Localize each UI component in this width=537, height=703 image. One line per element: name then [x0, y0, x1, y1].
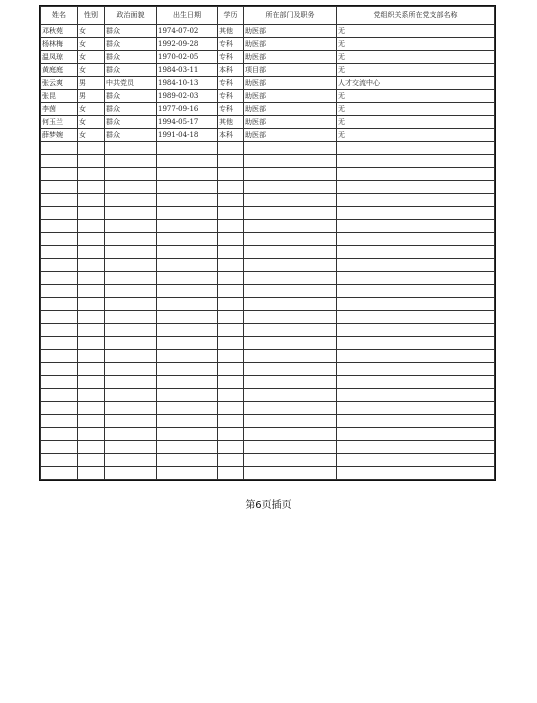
cell-name [41, 402, 78, 415]
cell-education [218, 259, 244, 272]
cell-name [41, 259, 78, 272]
cell-department [244, 220, 337, 233]
cell-party-branch: 无 [337, 38, 495, 51]
cell-political-status: 群众 [105, 51, 157, 64]
cell-education: 专科 [218, 38, 244, 51]
cell-education [218, 415, 244, 428]
cell-department [244, 389, 337, 402]
cell-birth-date [157, 415, 218, 428]
empty-table-row [41, 246, 495, 259]
cell-department [244, 311, 337, 324]
cell-party-branch [337, 142, 495, 155]
cell-party-branch: 无 [337, 25, 495, 38]
cell-party-branch [337, 428, 495, 441]
empty-table-row [41, 142, 495, 155]
cell-department [244, 402, 337, 415]
cell-political-status [105, 168, 157, 181]
header-education: 学历 [218, 7, 244, 25]
cell-political-status [105, 415, 157, 428]
cell-department: 助医部 [244, 77, 337, 90]
cell-political-status: 群众 [105, 38, 157, 51]
cell-birth-date: 1974-07-02 [157, 25, 218, 38]
empty-table-row [41, 259, 495, 272]
cell-party-branch [337, 389, 495, 402]
cell-political-status [105, 220, 157, 233]
cell-name [41, 337, 78, 350]
cell-party-branch [337, 454, 495, 467]
cell-party-branch [337, 194, 495, 207]
cell-education [218, 220, 244, 233]
cell-political-status [105, 246, 157, 259]
cell-birth-date [157, 324, 218, 337]
table-body [41, 25, 495, 480]
cell-party-branch [337, 350, 495, 363]
cell-political-status [105, 350, 157, 363]
cell-birth-date [157, 337, 218, 350]
cell-party-branch [337, 311, 495, 324]
empty-table-row [41, 220, 495, 233]
cell-sex [78, 246, 105, 259]
cell-education [218, 324, 244, 337]
cell-education [218, 350, 244, 363]
cell-sex [78, 155, 105, 168]
cell-party-branch: 无 [337, 90, 495, 103]
cell-sex: 女 [78, 51, 105, 64]
cell-name [41, 350, 78, 363]
cell-sex [78, 194, 105, 207]
cell-education [218, 454, 244, 467]
cell-birth-date: 1992-09-28 [157, 38, 218, 51]
cell-birth-date [157, 168, 218, 181]
cell-sex [78, 324, 105, 337]
cell-department [244, 272, 337, 285]
cell-party-branch: 无 [337, 116, 495, 129]
cell-department [244, 246, 337, 259]
cell-sex: 男 [78, 77, 105, 90]
cell-political-status: 群众 [105, 103, 157, 116]
cell-department: 助医部 [244, 116, 337, 129]
cell-sex: 女 [78, 129, 105, 142]
cell-department [244, 324, 337, 337]
cell-party-branch: 人才交流中心 [337, 77, 495, 90]
page-caption: 第6页插页 [245, 500, 292, 511]
empty-table-row [41, 194, 495, 207]
cell-sex [78, 311, 105, 324]
cell-party-branch [337, 415, 495, 428]
cell-birth-date [157, 142, 218, 155]
cell-political-status [105, 311, 157, 324]
cell-department: 助医部 [244, 103, 337, 116]
cell-party-branch [337, 233, 495, 246]
cell-sex: 女 [78, 38, 105, 51]
empty-table-row [41, 402, 495, 415]
cell-department [244, 168, 337, 181]
cell-sex [78, 220, 105, 233]
cell-department: 项目部 [244, 64, 337, 77]
cell-birth-date [157, 376, 218, 389]
cell-sex [78, 272, 105, 285]
header-department: 所在部门及职务 [244, 7, 337, 25]
cell-name [41, 155, 78, 168]
cell-department [244, 376, 337, 389]
cell-education [218, 142, 244, 155]
empty-table-row [41, 428, 495, 441]
cell-department [244, 298, 337, 311]
cell-sex [78, 181, 105, 194]
header-political-status: 政治面貌 [105, 7, 157, 25]
cell-political-status [105, 428, 157, 441]
cell-sex: 女 [78, 103, 105, 116]
cell-education [218, 441, 244, 454]
empty-table-row [41, 441, 495, 454]
cell-education: 专科 [218, 90, 244, 103]
cell-birth-date [157, 155, 218, 168]
header-sex: 性别 [78, 7, 105, 25]
cell-sex [78, 285, 105, 298]
cell-party-branch [337, 181, 495, 194]
cell-education: 专科 [218, 51, 244, 64]
cell-department [244, 181, 337, 194]
empty-table-row [41, 298, 495, 311]
cell-name: 邓秋苑 [41, 25, 78, 38]
cell-birth-date [157, 454, 218, 467]
cell-political-status [105, 181, 157, 194]
cell-sex [78, 415, 105, 428]
cell-birth-date: 1977-09-16 [157, 103, 218, 116]
cell-education [218, 155, 244, 168]
cell-political-status [105, 285, 157, 298]
cell-birth-date [157, 285, 218, 298]
empty-table-row [41, 363, 495, 376]
cell-name: 李茵 [41, 103, 78, 116]
cell-political-status [105, 207, 157, 220]
cell-birth-date [157, 194, 218, 207]
empty-table-row [41, 376, 495, 389]
cell-party-branch: 无 [337, 51, 495, 64]
cell-department: 助医部 [244, 25, 337, 38]
cell-party-branch: 无 [337, 103, 495, 116]
empty-table-row [41, 311, 495, 324]
cell-education [218, 272, 244, 285]
cell-sex: 女 [78, 25, 105, 38]
cell-name [41, 324, 78, 337]
cell-political-status [105, 389, 157, 402]
cell-name: 温凤琼 [41, 51, 78, 64]
cell-sex [78, 207, 105, 220]
cell-political-status: 中共党员 [105, 77, 157, 90]
cell-sex [78, 142, 105, 155]
cell-political-status [105, 324, 157, 337]
cell-sex [78, 402, 105, 415]
cell-birth-date [157, 350, 218, 363]
cell-education [218, 467, 244, 480]
cell-birth-date [157, 441, 218, 454]
header-birth-date: 出生日期 [157, 7, 218, 25]
table-row [41, 90, 495, 103]
cell-education [218, 402, 244, 415]
cell-department [244, 142, 337, 155]
cell-department [244, 194, 337, 207]
cell-birth-date [157, 233, 218, 246]
cell-sex: 女 [78, 116, 105, 129]
cell-department: 助医部 [244, 38, 337, 51]
cell-education: 专科 [218, 77, 244, 90]
empty-table-row [41, 168, 495, 181]
table-row [41, 51, 495, 64]
cell-department [244, 155, 337, 168]
cell-party-branch [337, 285, 495, 298]
empty-table-row [41, 389, 495, 402]
empty-table-row [41, 415, 495, 428]
table-row [41, 64, 495, 77]
cell-sex [78, 454, 105, 467]
cell-political-status: 群众 [105, 129, 157, 142]
cell-sex [78, 233, 105, 246]
cell-party-branch [337, 441, 495, 454]
cell-birth-date [157, 259, 218, 272]
empty-table-row [41, 350, 495, 363]
cell-sex [78, 350, 105, 363]
cell-birth-date [157, 467, 218, 480]
cell-political-status [105, 233, 157, 246]
cell-education: 本科 [218, 129, 244, 142]
cell-sex [78, 376, 105, 389]
cell-party-branch [337, 155, 495, 168]
cell-education [218, 168, 244, 181]
cell-education [218, 376, 244, 389]
cell-department: 助医部 [244, 129, 337, 142]
cell-party-branch [337, 467, 495, 480]
cell-political-status [105, 363, 157, 376]
cell-department [244, 259, 337, 272]
cell-department: 助医部 [244, 90, 337, 103]
empty-table-row [41, 155, 495, 168]
empty-table-row [41, 337, 495, 350]
cell-sex [78, 168, 105, 181]
cell-political-status [105, 467, 157, 480]
table-row [41, 129, 495, 142]
cell-name [41, 220, 78, 233]
cell-department [244, 233, 337, 246]
cell-name: 薛梦婉 [41, 129, 78, 142]
cell-political-status: 群众 [105, 25, 157, 38]
cell-name [41, 389, 78, 402]
table-row [41, 103, 495, 116]
cell-name [41, 441, 78, 454]
cell-party-branch: 无 [337, 64, 495, 77]
cell-sex: 女 [78, 64, 105, 77]
cell-name [41, 181, 78, 194]
cell-education [218, 389, 244, 402]
cell-education [218, 285, 244, 298]
cell-political-status: 群众 [105, 90, 157, 103]
cell-education [218, 337, 244, 350]
cell-party-branch [337, 324, 495, 337]
empty-table-row [41, 272, 495, 285]
cell-name [41, 168, 78, 181]
cell-political-status: 群众 [105, 116, 157, 129]
cell-department [244, 363, 337, 376]
empty-table-row [41, 467, 495, 480]
cell-sex [78, 428, 105, 441]
cell-party-branch: 无 [337, 129, 495, 142]
table-row [41, 38, 495, 51]
personnel-table-sheet [39, 5, 496, 481]
table-row [41, 25, 495, 38]
empty-table-row [41, 207, 495, 220]
cell-name: 何玉兰 [41, 116, 78, 129]
cell-name [41, 142, 78, 155]
header-party-branch: 党组织关系所在党支部名称 [337, 7, 495, 25]
empty-table-row [41, 181, 495, 194]
cell-sex [78, 298, 105, 311]
cell-political-status [105, 142, 157, 155]
cell-party-branch [337, 246, 495, 259]
cell-sex [78, 467, 105, 480]
cell-name [41, 428, 78, 441]
cell-name [41, 454, 78, 467]
cell-birth-date [157, 311, 218, 324]
cell-education: 其他 [218, 116, 244, 129]
cell-department: 助医部 [244, 51, 337, 64]
cell-birth-date: 1994-05-17 [157, 116, 218, 129]
cell-education [218, 428, 244, 441]
cell-sex [78, 259, 105, 272]
cell-birth-date [157, 402, 218, 415]
personnel-table [40, 6, 495, 480]
cell-birth-date [157, 207, 218, 220]
cell-education [218, 363, 244, 376]
empty-table-row [41, 233, 495, 246]
header-name: 姓名 [41, 7, 78, 25]
cell-birth-date: 1991-04-18 [157, 129, 218, 142]
cell-birth-date [157, 389, 218, 402]
cell-name [41, 363, 78, 376]
empty-table-row [41, 324, 495, 337]
cell-name [41, 246, 78, 259]
cell-name [41, 298, 78, 311]
cell-political-status [105, 155, 157, 168]
cell-birth-date [157, 428, 218, 441]
cell-sex: 男 [78, 90, 105, 103]
cell-name [41, 376, 78, 389]
cell-name [41, 233, 78, 246]
cell-name [41, 415, 78, 428]
cell-department [244, 350, 337, 363]
cell-birth-date [157, 246, 218, 259]
cell-birth-date [157, 363, 218, 376]
cell-political-status [105, 272, 157, 285]
cell-sex [78, 441, 105, 454]
cell-department [244, 428, 337, 441]
cell-political-status: 群众 [105, 64, 157, 77]
cell-education: 专科 [218, 103, 244, 116]
cell-political-status [105, 376, 157, 389]
cell-party-branch [337, 207, 495, 220]
cell-birth-date [157, 298, 218, 311]
cell-name [41, 467, 78, 480]
cell-department [244, 207, 337, 220]
cell-party-branch [337, 168, 495, 181]
empty-table-row [41, 285, 495, 298]
cell-education: 本科 [218, 64, 244, 77]
cell-birth-date [157, 181, 218, 194]
cell-education [218, 298, 244, 311]
cell-education [218, 246, 244, 259]
cell-party-branch [337, 272, 495, 285]
cell-department [244, 415, 337, 428]
cell-education [218, 194, 244, 207]
cell-political-status [105, 194, 157, 207]
cell-name [41, 285, 78, 298]
cell-department [244, 441, 337, 454]
cell-party-branch [337, 298, 495, 311]
cell-political-status [105, 402, 157, 415]
cell-political-status [105, 298, 157, 311]
cell-sex [78, 363, 105, 376]
cell-education [218, 207, 244, 220]
cell-name: 杨林梅 [41, 38, 78, 51]
table-row [41, 116, 495, 129]
cell-name: 张云爽 [41, 77, 78, 90]
cell-birth-date [157, 272, 218, 285]
cell-sex [78, 389, 105, 402]
cell-sex [78, 337, 105, 350]
cell-education [218, 181, 244, 194]
cell-party-branch [337, 402, 495, 415]
cell-name [41, 272, 78, 285]
cell-birth-date: 1984-10-13 [157, 77, 218, 90]
cell-political-status [105, 454, 157, 467]
cell-political-status [105, 441, 157, 454]
cell-department [244, 337, 337, 350]
cell-name [41, 194, 78, 207]
cell-party-branch [337, 337, 495, 350]
cell-name: 黄庭庭 [41, 64, 78, 77]
cell-birth-date: 1989-02-03 [157, 90, 218, 103]
cell-party-branch [337, 363, 495, 376]
cell-department [244, 285, 337, 298]
cell-education [218, 311, 244, 324]
cell-name [41, 207, 78, 220]
cell-education [218, 233, 244, 246]
cell-birth-date [157, 220, 218, 233]
cell-name [41, 311, 78, 324]
cell-party-branch [337, 259, 495, 272]
table-row [41, 77, 495, 90]
cell-political-status [105, 259, 157, 272]
cell-department [244, 467, 337, 480]
cell-education: 其他 [218, 25, 244, 38]
cell-department [244, 454, 337, 467]
empty-table-row [41, 454, 495, 467]
cell-political-status [105, 337, 157, 350]
cell-birth-date: 1970-02-05 [157, 51, 218, 64]
table-header-row [41, 7, 495, 25]
cell-name: 张昆 [41, 90, 78, 103]
cell-party-branch [337, 376, 495, 389]
cell-party-branch [337, 220, 495, 233]
cell-birth-date: 1984-03-11 [157, 64, 218, 77]
